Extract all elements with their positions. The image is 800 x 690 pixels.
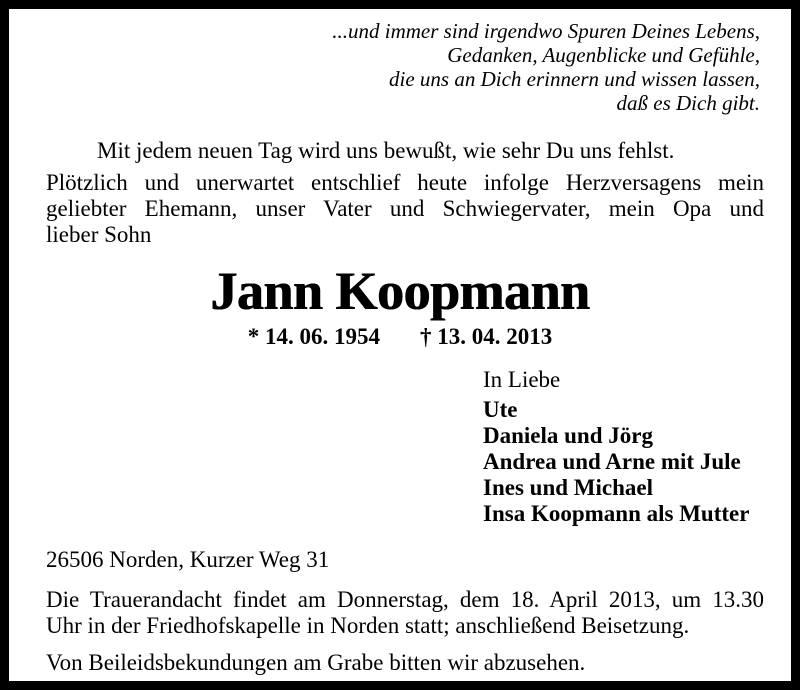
announcement-line: geliebter Ehemann, unser Vater und Schwiegervater, mein Opa und <box>46 196 764 221</box>
service-line: Die Trauerandacht findet am Donnerstag, dem 18. April 2013, um 13.30 <box>46 587 764 612</box>
poem-line: Gedanken, Augenblicke und Gefühle, <box>447 43 760 67</box>
poem-line: die uns an Dich erinnern und wissen lassen, <box>389 67 760 91</box>
service-line: Uhr in der Friedhofskapelle in Norden statt; anschließend Beisetzung. <box>46 613 690 638</box>
announcement-line: lieber Sohn <box>46 222 152 247</box>
mourner-name: Daniela und Jörg <box>483 423 653 448</box>
intro-sentence: Mit jedem neuen Tag wird uns bewußt, wie sehr Du uns fehlst. <box>97 138 675 163</box>
poem-line: ...und immer sind irgendwo Spuren Deines Lebens, <box>332 19 760 43</box>
mourner-name: Insa Koopmann als Mutter <box>483 501 750 526</box>
in-love-label: In Liebe <box>483 367 561 392</box>
poem-line: daß es Dich gibt. <box>616 91 760 115</box>
mourner-name: Ines und Michael <box>483 475 653 500</box>
poem-quote <box>332 19 760 115</box>
announcement-line: Plötzlich und unerwartet entschlief heute infolge Herzversagens mein <box>46 170 764 195</box>
service-details <box>46 587 764 639</box>
death-date: † 13. 04. 2013 <box>420 324 553 349</box>
mourner-name: Ute <box>483 397 518 422</box>
death-announcement <box>46 170 764 248</box>
life-dates <box>9 323 791 351</box>
deceased-name: Jann Koopmann <box>210 261 590 321</box>
birth-date: * 14. 06. 1954 <box>247 324 380 349</box>
family-address: 26506 Norden, Kurzer Weg 31 <box>46 547 330 572</box>
condolence-note: Von Beileidsbekundungen am Grabe bitten wir abzusehen. <box>46 650 586 675</box>
mourners-block <box>483 367 749 527</box>
mourner-name: Andrea und Arne mit Jule <box>483 449 741 474</box>
